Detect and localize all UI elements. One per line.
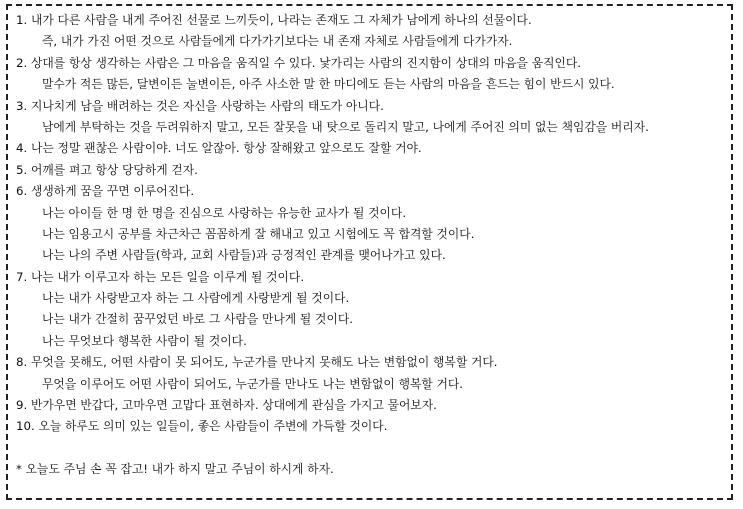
- list-item-text: 내가 다른 사람을 내게 주어진 선물로 느끼듯이, 나라는 존재도 그 자체가 남에게 하나의 선물이다.: [31, 13, 532, 27]
- list-item-text: 생생하게 꿈을 꾸면 이루어진다.: [31, 184, 195, 199]
- list-item-6-continuation: [16, 224, 731, 245]
- blank-line: [16, 438, 731, 459]
- list-item-text: 무엇을 이루어도 어떤 사람이 되어도, 누군가를 만나도 나는 변함없이 행복할 거다.: [42, 376, 464, 391]
- list-item-7: 7. 나는 내가 이루고자 하는 모든 일을 이루게 될 것이다.: [16, 269, 305, 284]
- list-item-8: 8. 무엇을 못해도, 어떤 사람이 못 되어도, 누군가를 만나지 못해도 나는 변함없이 행복할 거다.: [16, 355, 498, 370]
- list-item-7-continuation: [16, 331, 731, 352]
- list-item-text: 말수가 적든 많든, 달변이든 눌변이든, 아주 사소한 말 한 마디에도 듣는 사람의 마음을 흔드는 힘이 반드시 있다.: [42, 77, 615, 92]
- list-item-text: 나는 내가 이루고자 하는 모든 일을 이루게 될 것이다.: [31, 269, 305, 284]
- list-item-7-continuation: [16, 288, 731, 309]
- list-item-7-continuation: [16, 309, 731, 330]
- list-item-text: 반가우면 반갑다, 고마우면 고맙다 표현하자. 상대에게 관심을 가지고 물어보자.: [31, 398, 437, 413]
- list-item-1: 1. 내가 다른 사람을 내게 주어진 선물로 느끼듯이, 나라는 존재도 그 자체가 남에게 하나의 선물이다.: [16, 13, 532, 27]
- list-item-text: 나는 나의 주변 사람들(학과, 교회 사람들)과 긍정적인 관계를 맺어나가고 있다.: [42, 248, 446, 263]
- list-item-6-continuation: [16, 245, 731, 266]
- list-item-text: 나는 정말 괜찮은 사람이야. 너도 알잖아. 항상 잘해왔고 앞으로도 잘할 거야.: [31, 141, 422, 156]
- list-item-4: 4. 나는 정말 괜찮은 사람이야. 너도 알잖아. 항상 잘해왔고 앞으로도 잘할 거야.: [16, 141, 422, 156]
- footer-note: [16, 459, 731, 480]
- list-item-1-continuation: [16, 31, 731, 52]
- list-item-6: 6. 생생하게 꿈을 꾸면 이루어진다.: [16, 184, 195, 199]
- list-item-3-continuation: [16, 117, 731, 138]
- list-item-text: 나는 아이들 한 명 한 명을 진심으로 사랑하는 유능한 교사가 될 것이다.: [42, 205, 407, 220]
- list-item-text: 무엇을 못해도, 어떤 사람이 못 되어도, 누군가를 만나지 못해도 나는 변함없이 행복할 거다.: [31, 355, 498, 370]
- list-item-text: 남에게 부탁하는 것을 두려워하지 말고, 모든 잘못을 내 탓으로 돌리지 말고, 나에게 주어진 의미 없는 책임감을 버리자.: [42, 119, 649, 134]
- list-item-5: 5. 어깨를 펴고 항상 당당하게 걷자.: [16, 162, 198, 177]
- list-item-text: 나는 무엇보다 행복한 사람이 될 것이다.: [42, 333, 247, 348]
- list-item-text: 나는 내가 사랑받고자 하는 그 사람에게 사랑받게 될 것이다.: [42, 291, 350, 306]
- list-item-text: 즉, 내가 가진 어떤 것으로 사람들에게 다가가기보다는 내 존재 자체로 사람들에게 다가가자.: [42, 34, 513, 49]
- list-item-text: 나는 내가 간절히 꿈꾸었던 바로 그 사람을 만나게 될 것이다.: [42, 312, 353, 327]
- list-item-text: 상대를 항상 생각하는 사람은 그 마음을 움직일 수 있다. 낯가리는 사람의 진지함이 상대의 마음을 움직인다.: [31, 55, 582, 70]
- list-item-3: 3. 지나치게 남을 배려하는 것은 자신을 사랑하는 사람의 태도가 아니다.: [16, 98, 384, 113]
- list-item-text: 오늘 하루도 의미 있는 일들이, 좋은 사람들이 주변에 가득할 것이다.: [38, 419, 388, 434]
- footer-note-text: 오늘도 주님 손 꼭 잡고! 내가 하지 말고 주님이 하시게 하자.: [25, 462, 334, 477]
- list-item-6-continuation: [16, 203, 731, 224]
- affirmation-list: [16, 10, 731, 481]
- list-item-text: 어깨를 펴고 항상 당당하게 걷자.: [31, 162, 198, 177]
- list-item-8-continuation: [16, 374, 731, 395]
- list-item-2-continuation: [16, 74, 731, 95]
- list-item-2: 2. 상대를 항상 생각하는 사람은 그 마음을 움직일 수 있다. 낯가리는 사람의 진지함이 상대의 마음을 움직인다.: [16, 55, 582, 70]
- list-item-text: 나는 임용고시 공부를 차근차근 꼼꼼하게 잘 해내고 있고 시험에도 꼭 합격할 것이다.: [42, 226, 475, 241]
- list-item-10: 10. 오늘 하루도 의미 있는 일들이, 좋은 사람들이 주변에 가득할 것이다.: [16, 419, 388, 434]
- asterisk-bullet: *: [16, 462, 22, 477]
- list-item-text: 지나치게 남을 배려하는 것은 자신을 사랑하는 사람의 태도가 아니다.: [31, 98, 384, 113]
- list-item-9: 9. 반가우면 반갑다, 고마우면 고맙다 표현하자. 상대에게 관심을 가지고 물어보자.: [16, 398, 437, 413]
